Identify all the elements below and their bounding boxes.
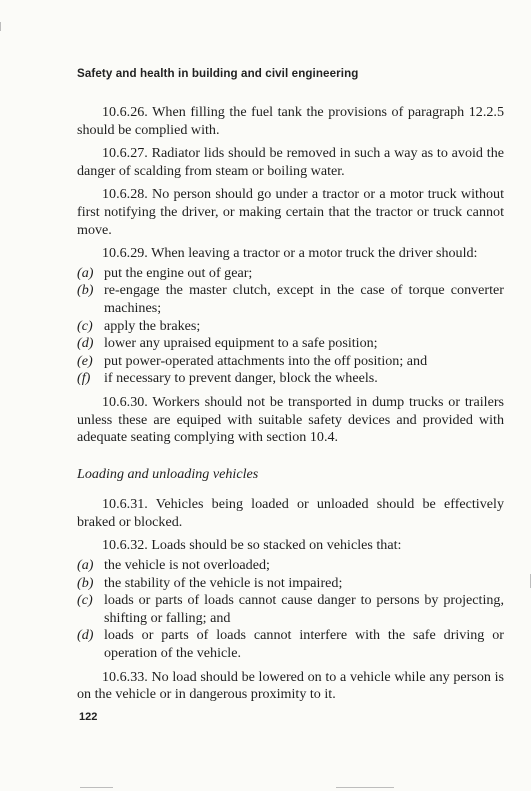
list-item (77, 318, 504, 336)
paragraph-10-6-26: 10.6.26. When filling the fuel tank the provisions of paragraph 12.2.5 should be complied with. (77, 104, 504, 138)
list-item (77, 335, 504, 353)
list-item (77, 370, 504, 388)
list-item (77, 627, 504, 662)
list-item-text: put power-operated attachments into the off position; and (104, 352, 428, 369)
list-item (77, 265, 504, 283)
paragraph-10-6-30: 10.6.30. Workers should not be transported in dump trucks or trailers unless these are equiped with suitable safety devices and provided with adequate seating complying with section 10.4. (77, 393, 504, 446)
section-heading: Loading and unloading vehicles (77, 465, 259, 482)
list-item (77, 282, 504, 317)
list-item-text: lower any upraised equipment to a safe position; (104, 335, 378, 352)
running-header: Safety and health in building and civil engineering (77, 67, 359, 80)
list-item-label: (e) (77, 352, 93, 369)
list-item-label: (a) (77, 557, 94, 574)
list-item-text: loads or parts of loads cannot interfere with the safe driving or operation of the vehicle. (104, 627, 504, 662)
list-item-label: (b) (77, 574, 94, 591)
paragraph-10-6-27: 10.6.27. Radiator lids should be removed in such a way as to avoid the danger of scalding from steam or boiling water. (77, 145, 504, 179)
paragraph-10-6-33: 10.6.33. No load should be lowered on to a vehicle while any person is on the vehicle or in dangerous proximity to it. (77, 668, 504, 703)
list-item-text: the vehicle is not overloaded; (104, 557, 270, 574)
list-item-label: (c) (77, 317, 93, 334)
scan-edge-mark (336, 787, 394, 788)
list-item-text: if necessary to prevent danger, block the wheels. (104, 370, 378, 387)
page-body (77, 104, 504, 710)
list-driver-actions (77, 265, 504, 388)
list-item-text: the stability of the vehicle is not impaired; (104, 574, 343, 591)
scan-edge-mark (0, 22, 1, 31)
list-item-label: (c) (77, 592, 93, 609)
list-item-label: (d) (77, 335, 94, 352)
list-item-text: put the engine out of gear; (104, 264, 253, 281)
list-item (77, 592, 504, 627)
paragraph-10-6-28: 10.6.28. No person should go under a tractor or a motor truck without first notifying the driver, or making certain that the tractor or truck cannot move. (77, 186, 504, 238)
list-item (77, 575, 504, 593)
list-item-text: apply the brakes; (104, 317, 201, 334)
page-number: 122 (79, 711, 98, 723)
list-item-text: re-engage the master clutch, except in the case of torque converter machines; (104, 282, 504, 316)
list-item-label: (f) (77, 370, 91, 387)
scan-edge-mark (80, 787, 113, 788)
paragraph-10-6-32: 10.6.32. Loads should be so stacked on vehicles that: (102, 537, 402, 554)
list-item (77, 557, 504, 575)
list-item-text: loads or parts of loads cannot cause danger to persons by projecting, shifting or falling; and (104, 592, 504, 626)
list-loading-conditions (77, 557, 504, 663)
paragraph-10-6-29: 10.6.29. When leaving a tractor or a motor truck the driver should: (102, 245, 478, 262)
paragraph-10-6-31: 10.6.31. Vehicles being loaded or unloaded should be effectively braked or blocked. (77, 496, 504, 530)
list-item-label: (b) (77, 282, 94, 299)
list-item-label: (d) (77, 627, 94, 644)
list-item (77, 353, 504, 371)
list-item-label: (a) (77, 264, 94, 281)
